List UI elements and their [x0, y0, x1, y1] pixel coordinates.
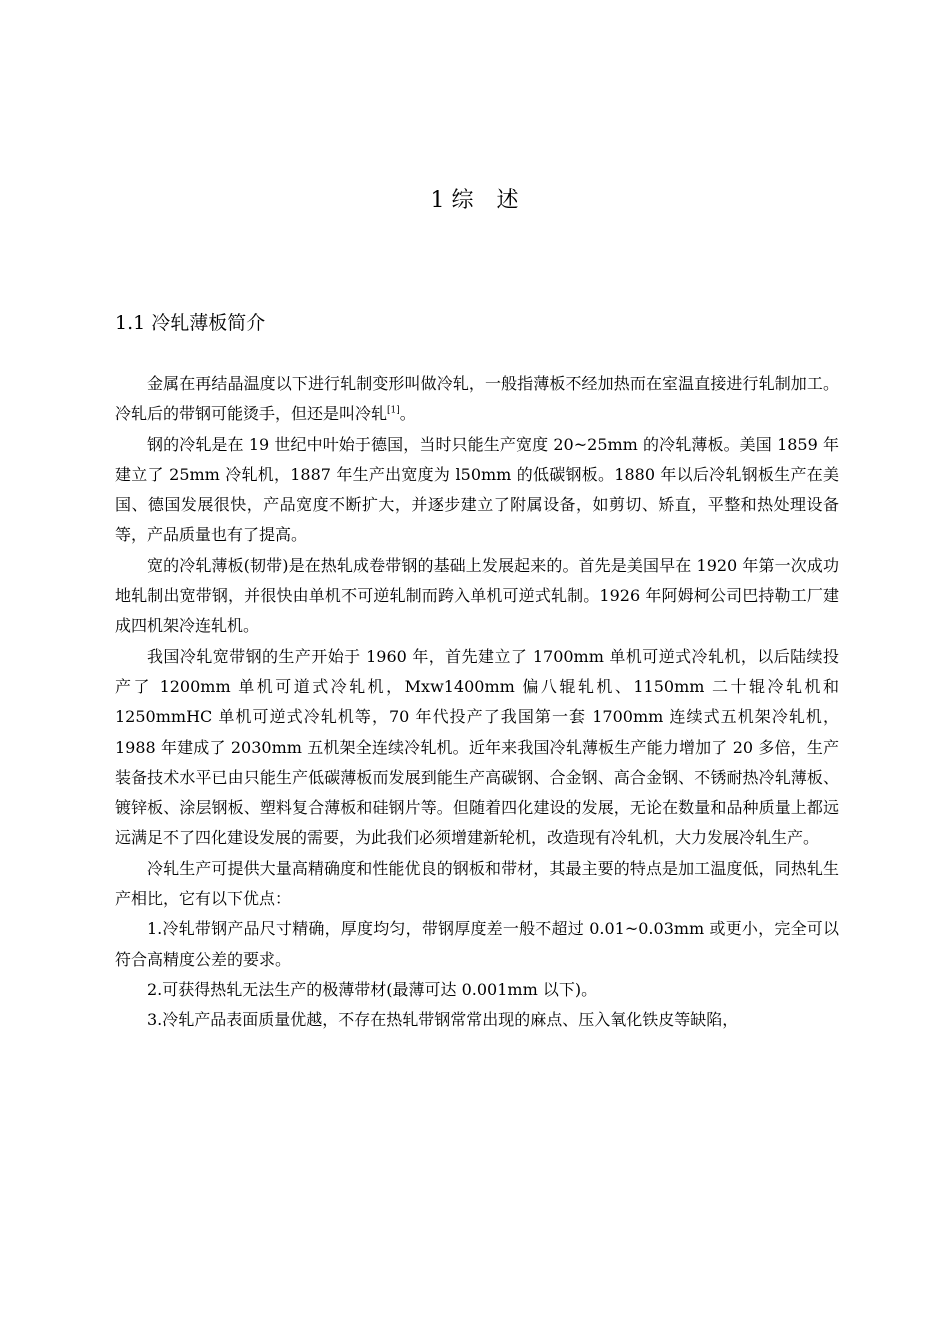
body-text — [115, 369, 839, 1036]
chapter-title-char-2: 述 — [496, 188, 520, 213]
paragraph-1-end: 。 — [399, 404, 416, 424]
chapter-title-char-1: 综 — [451, 188, 475, 213]
paragraph-2: 钢的冷轧是在 19 世纪中叶始于德国，当时只能生产宽度 20~25mm 的冷轧薄板。美国 1859 年建立了 25mm 冷轧机，1887 年生产出宽度为 l50mm 的低碳钢板。1880 年以后冷轧钢板生产在美国、德国发展很快，产品宽度不断扩大，并逐步建立了附属设备，如剪切、矫直，平整和热处理设备等，产品质量也有了提高。 — [115, 434, 839, 545]
paragraph-3: 宽的冷轧薄板(韧带)是在热轧成卷带钢的基础上发展起来的。首先是美国早在 1920 年第一次成功地轧制出宽带钢，并很快由单机不可逆轧制而跨入单机可逆式轧制。1926 年阿姆柯公司巴持勒工厂建成四机架冷连轧机。 — [115, 555, 839, 636]
citation-ref: [1] — [387, 405, 400, 416]
paragraph-4: 我国冷轧宽带钢的生产开始于 1960 年，首先建立了 1700mm 单机可逆式冷轧机，以后陆续投产了 1200mm 单机可道式冷轧机，Mxw1400mm 偏八辊轧机、1150mm 二十辊冷轧机和 1250mmHC 单机可逆式冷轧机等，70 年代投产了我国第一套 1700mm 连续式五机架冷轧机，1988 年建成了 2030mm 五机架全连续冷轧机。近年来我国冷轧薄板生产能力增加了 20 多倍，生产装备技术水平已由只能生产低碳薄板而发展到能生产高碳钢、合金钢、高合金钢、不锈耐热冷轧薄板、镀锌板、涂层钢板、塑料复合薄板和硅钢片等。但随着四化建设的发展，无论在数量和品种质量上都远远满足不了四化建设发展的需要，为此我们必须增建新轮机，改造现有冷轧机，大力发展冷轧生产。 — [115, 646, 839, 848]
list-item-2: 2.可获得热轧无法生产的极薄带材(最薄可达 0.001mm 以下)。 — [147, 979, 598, 999]
paragraph-5: 冷轧生产可提供大量高精确度和性能优良的钢板和带材，其最主要的特点是加工温度低，同热轧生产相比，它有以下优点： — [115, 858, 839, 909]
paragraph-1 — [115, 369, 839, 430]
list-item-3: 3.冷轧产品表面质量优越，不存在热轧带钢常常出现的麻点、压入氧化铁皮等缺陷， — [147, 1010, 739, 1030]
chapter-number: 1 — [430, 188, 446, 213]
chapter-title — [0, 186, 950, 216]
list-item-1: 1.冷轧带钢产品尺寸精确，厚度均匀，带钢厚度差一般不超过 0.01~0.03mm 或更小，完全可以符合高精度公差的要求。 — [115, 919, 839, 969]
paragraph-1-text: 金属在再结晶温度以下进行轧制变形叫做冷轧，一般指薄板不经加热而在室温直接进行轧制加工。冷轧后的带钢可能烫手，但还是叫冷轧 — [115, 374, 839, 424]
section-title: 1.1 冷轧薄板简介 — [115, 312, 266, 334]
